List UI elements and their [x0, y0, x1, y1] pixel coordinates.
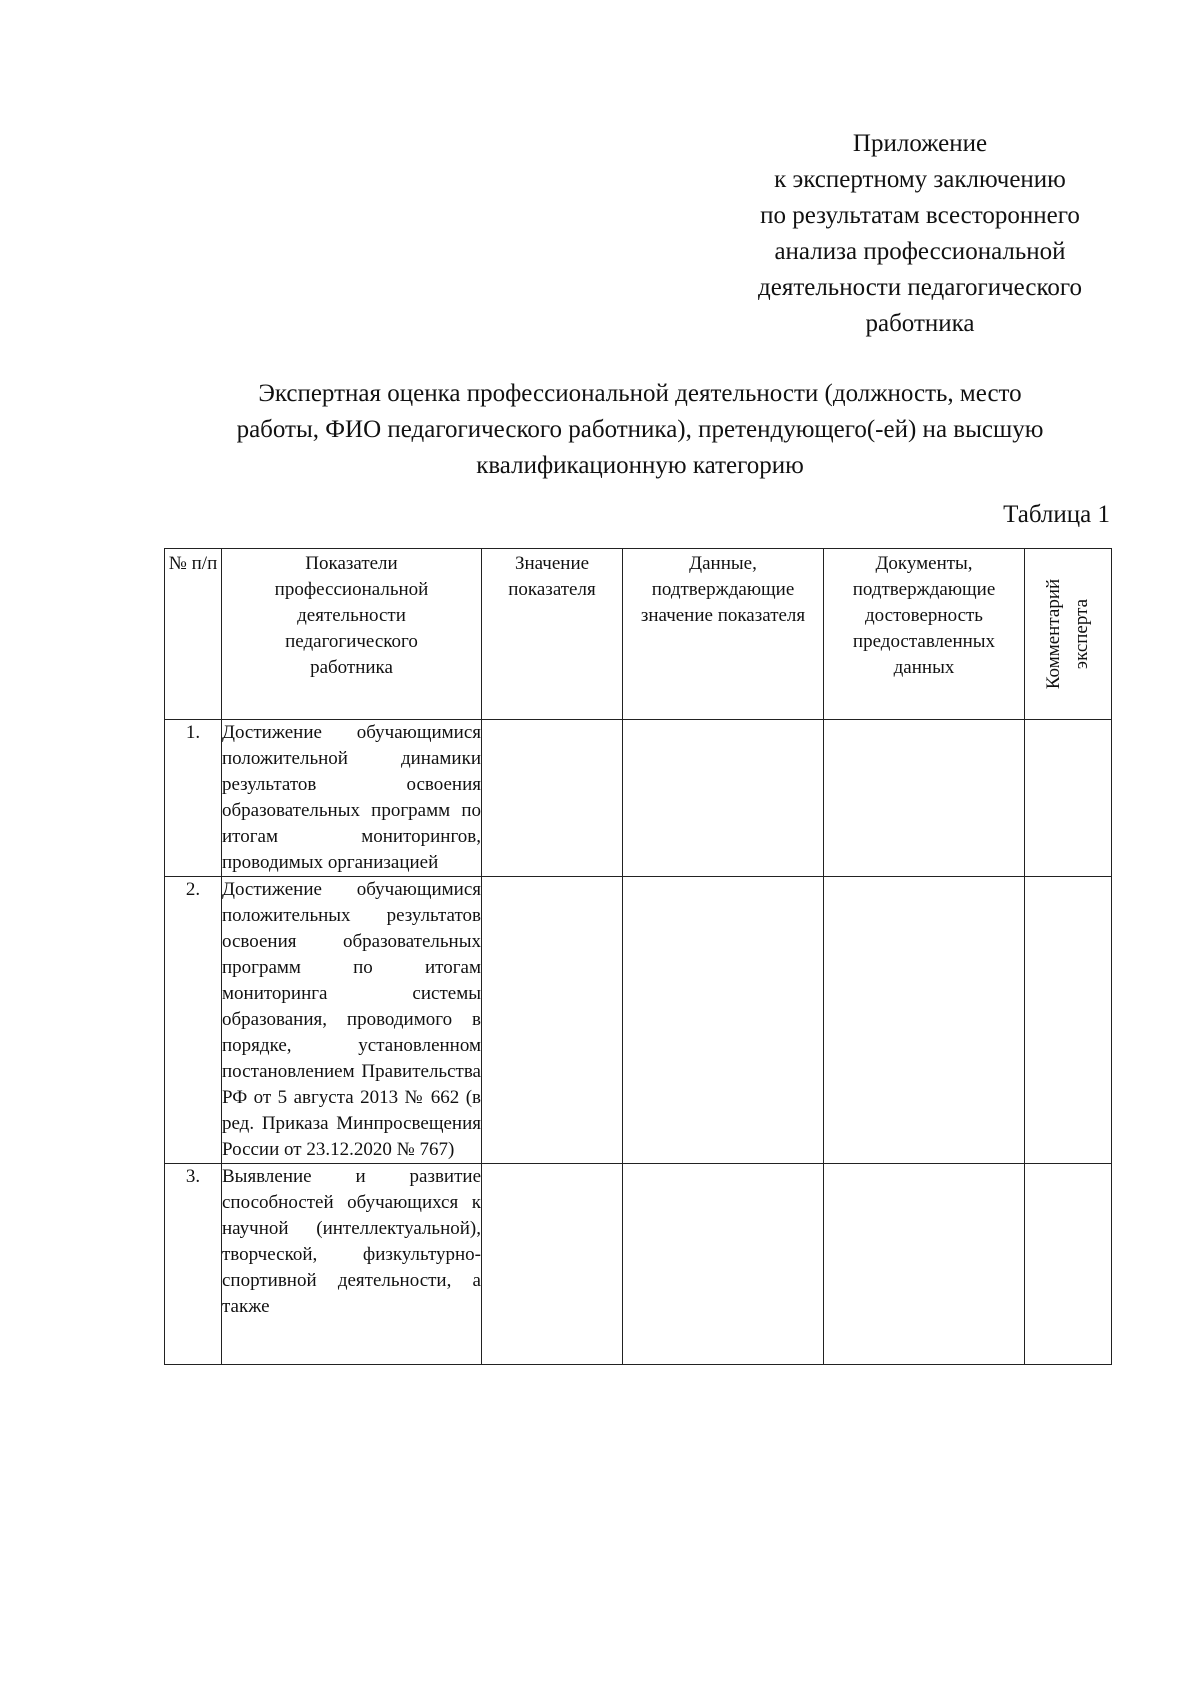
value-cell [482, 720, 623, 877]
data-cell [623, 720, 824, 877]
title-line: работы, ФИО педагогического работника), претендующего(-ей) на высшую [236, 416, 1044, 443]
header-comment-line: эксперта [1071, 598, 1092, 670]
appendix-line: деятельности педагогического [758, 274, 1082, 301]
appendix-line: работника [865, 310, 975, 337]
comment-cell [1025, 877, 1112, 1164]
title-line: Экспертная оценка профессиональной деятельности (должность, место [258, 380, 1022, 407]
table-row [165, 720, 1112, 877]
comment-cell [1025, 1164, 1112, 1365]
header-indicators: Показатели профессиональной деятельности педагогического работника [222, 549, 482, 720]
value-cell [482, 877, 623, 1164]
data-cell [623, 1164, 824, 1365]
table-row [165, 1164, 1112, 1365]
row-number: 2. [165, 877, 222, 1164]
documents-cell [824, 1164, 1025, 1365]
appendix-block [700, 126, 1140, 342]
table-row [165, 877, 1112, 1164]
evaluation-table [164, 548, 1112, 1365]
header-documents: Документы, подтверждающие достоверность предоставленных данных [824, 549, 1025, 720]
table-label: Таблица 1 [1003, 501, 1110, 528]
value-cell [482, 1164, 623, 1365]
appendix-line: анализа профессиональной [774, 238, 1066, 265]
documents-cell [824, 877, 1025, 1164]
header-comment-line: Комментарий [1043, 578, 1064, 690]
indicator-cell: Достижение обучающимися положительных результатов освоения образовательных программ по итогам мониторинга системы образования, проводимого в порядке, установленном постановлением Правительства РФ от 5 августа 2013 № 662 (в ред. Приказа Минпросвещения России от 23.12.2020 № 767) [222, 877, 482, 1164]
header-value: Значение показателя [482, 549, 623, 720]
documents-cell [824, 720, 1025, 877]
document-title [160, 376, 1120, 484]
header-comment [1025, 549, 1112, 720]
indicator-cell [222, 1164, 482, 1365]
appendix-line: к экспертному заключению [774, 166, 1066, 193]
row-number: 1. [165, 720, 222, 877]
table-header-row [165, 549, 1112, 720]
appendix-line: по результатам всестороннего [760, 202, 1080, 229]
indicator-text: Выявление и развитие способностей обучающихся к научной (интеллектуальной), творческой, физкультурно-спортивной деятельности, а также [222, 1166, 481, 1317]
header-num: № п/п [165, 549, 222, 720]
appendix-line: Приложение [852, 130, 988, 157]
data-cell [623, 877, 824, 1164]
row-number: 3. [165, 1164, 222, 1365]
header-data: Данные, подтверждающие значение показателя [623, 549, 824, 720]
indicator-cell: Достижение обучающимися положительной динамики результатов освоения образовательных программ по итогам мониторингов, проводимых организацией [222, 720, 482, 877]
comment-cell [1025, 720, 1112, 877]
title-line: квалификационную категорию [476, 452, 804, 479]
